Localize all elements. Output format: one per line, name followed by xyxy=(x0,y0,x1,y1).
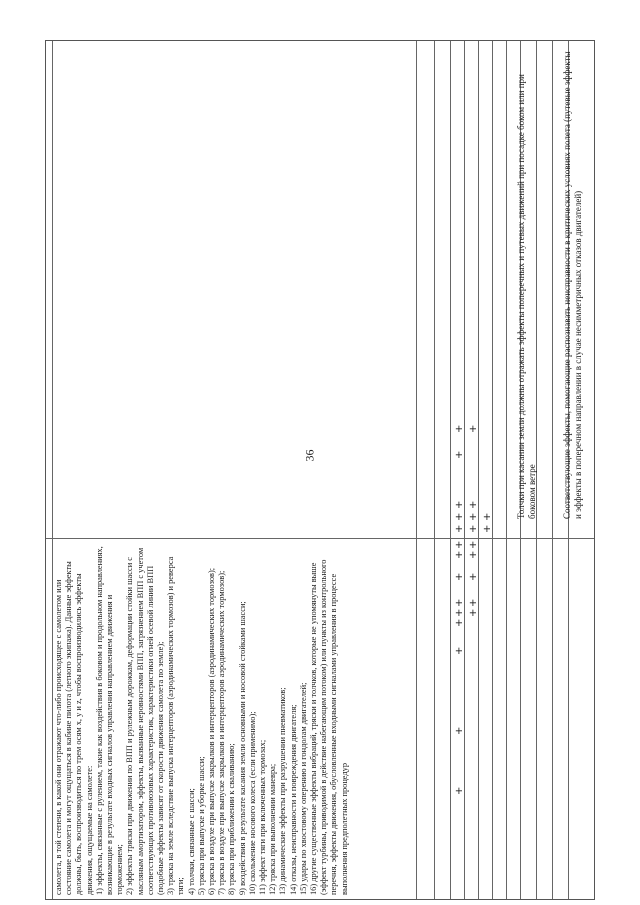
table-rule xyxy=(464,41,465,899)
plus-mark: + xyxy=(468,572,479,581)
table-rule xyxy=(434,41,435,899)
table-rule xyxy=(506,41,507,899)
plus-mark: + xyxy=(454,524,465,533)
plus-mark: + xyxy=(454,598,465,607)
plus-mark: + xyxy=(454,550,465,559)
plus-mark: + xyxy=(482,512,493,521)
table-rule xyxy=(478,41,479,899)
plus-mark: + xyxy=(468,500,479,509)
plus-mark: + xyxy=(454,450,465,459)
failure-cues-note: Соответствующие эффекты, помогающие распознавать неисправности в критических условиях полета (путевые эффекты и эффекты в поперечном направлении в случае несимметричных отказов двигателей) xyxy=(562,49,583,519)
plus-mark: + xyxy=(454,786,465,795)
plus-mark: + xyxy=(468,550,479,559)
plus-mark: + xyxy=(454,424,465,433)
plus-mark: + xyxy=(468,424,479,433)
plus-mark: + xyxy=(454,512,465,521)
table-rule xyxy=(492,41,493,899)
page-number: 36 xyxy=(302,449,317,462)
plus-mark: + xyxy=(468,524,479,533)
table-rule xyxy=(450,41,451,899)
plus-mark: + xyxy=(468,512,479,521)
plus-mark: + xyxy=(454,572,465,581)
effects-list-text: самолета, в той степени, в какой они отражают что-либо происходящее с самолетом или состояние самолета и могут ощущаться в кабине пилота (летного экипажа). Данные эффекты должны, быть, воспроизводиться по трем осям x, y и z, чтобы воспроизводились эффекты движения, ощущаемые на самолете: 1) эффекты, связанные с рулением, такие как воздействия в боковом и продольном направлениях, возникающие в результате входных сигналов управления направлением движения и торможением; 2) эффекты тряски при движении по ВПП и рулежным дорожкам, деформации стойки шасси с масляным амортизатором, эффекты, вызванные неровностями ВПП, загрязнением ВПП с учетом соответствующих противоюзовых характеристик, характеристики огней осевой линии ВПП (подобные эффекты зависят от скорости движения самолета по земле); 3) тряска на земле вследствие выпуска интерцепторов (аэродинамических тормозов) и реверса тяги; 4) толчки, связанные с шасси; 5) тряска при выпуске и уборке шасси; 6) тряска в воздухе при выпуске закрылков и интерцепторов (аэродинамических тормозов); 7) тряска в воздухе при выпуске закрылков и интерцепторов аэродинамических тормозов); 8) тряска при приближении к сваливанию; 9) воздействия в результате касания земли основными и носовой стойками шасси; 10) скольжение носового колеса (если применимо); 11) эффект тяги при включенных тормозах; 12) тряска при выполнении маневра; 13) динамические эффекты при разрушении пневматиков; 14) отказы, неисправности и повреждения двигателя; 15) удары по хвостовому оперению и гондолам двигателей; 16) другие существенные эффекты вибраций, тряски и толчков, которые не упомянуты выше (эффект турбины, приводимой в действие набегающим потоком) или пункты из контрольного перечня, эффекты движения, обусловленные входными сигналами управления в процессе выполнения предполетных процедур xyxy=(54,546,349,895)
plus-mark: + xyxy=(468,540,479,549)
table-rule xyxy=(46,538,594,539)
touchdown-effects-note: Толчки при касании земли должны отражать эффекты поперечных и путевых движений при посадке боком или при боковом ветре xyxy=(516,71,537,519)
table-rule xyxy=(416,41,417,899)
plus-mark: + xyxy=(454,646,465,655)
plus-mark: + xyxy=(454,726,465,735)
requirements-table xyxy=(45,40,595,900)
plus-mark: + xyxy=(454,500,465,509)
table-rule xyxy=(52,41,53,899)
plus-mark: + xyxy=(482,524,493,533)
plus-mark: + xyxy=(468,608,479,617)
plus-mark: + xyxy=(454,618,465,627)
plus-mark: + xyxy=(468,598,479,607)
plus-mark: + xyxy=(454,608,465,617)
plus-mark: + xyxy=(454,540,465,549)
